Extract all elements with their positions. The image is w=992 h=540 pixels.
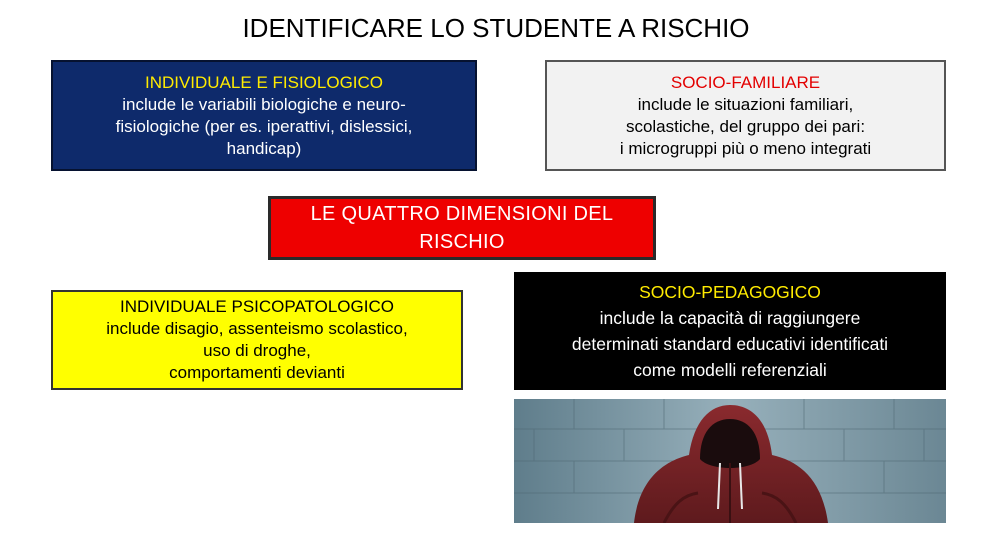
box-text-line: handicap)	[226, 138, 302, 158]
box-text-line: come modelli referenziali	[633, 360, 827, 380]
box-socio-familiare	[545, 60, 946, 171]
hooded-teen-photo	[514, 399, 946, 523]
box-text-line: i microgruppi più o meno integrati	[619, 138, 872, 158]
box-heading: INDIVIDUALE E FISIOLOGICO	[144, 72, 384, 92]
box-text-line: uso di droghe,	[203, 341, 311, 360]
box-individuale-psicopatologico	[51, 290, 463, 390]
page-title: IDENTIFICARE LO STUDENTE A RISCHIO	[242, 13, 750, 43]
box-quattro-dimensioni	[268, 196, 656, 260]
box-text-line: include disagio, assenteismo scolastico,	[106, 319, 408, 338]
box-text-line: fisiologiche (per es. iperattivi, dislessici,	[115, 116, 413, 136]
box-heading: SOCIO-FAMILIARE	[670, 72, 821, 92]
box-text-line: include la capacità di raggiungere	[599, 308, 861, 328]
box-heading: INDIVIDUALE PSICOPATOLOGICO	[120, 297, 394, 316]
box-text-line: include le situazioni familiari,	[637, 94, 854, 114]
center-text-line: LE QUATTRO DIMENSIONI DEL	[310, 203, 614, 225]
box-text-line: include le variabili biologiche e neuro-	[122, 94, 406, 114]
box-socio-pedagogico	[514, 272, 946, 390]
box-text-line: comportamenti devianti	[169, 363, 345, 382]
box-individuale-fisiologico	[51, 60, 477, 171]
hooded-teen-illustration	[514, 399, 946, 523]
box-heading: SOCIO-PEDAGOGICO	[639, 282, 821, 302]
center-text-line: RISCHIO	[419, 231, 505, 253]
box-text-line: scolastiche, del gruppo dei pari:	[625, 116, 866, 136]
box-text-line: determinati standard educativi identificati	[571, 334, 889, 354]
